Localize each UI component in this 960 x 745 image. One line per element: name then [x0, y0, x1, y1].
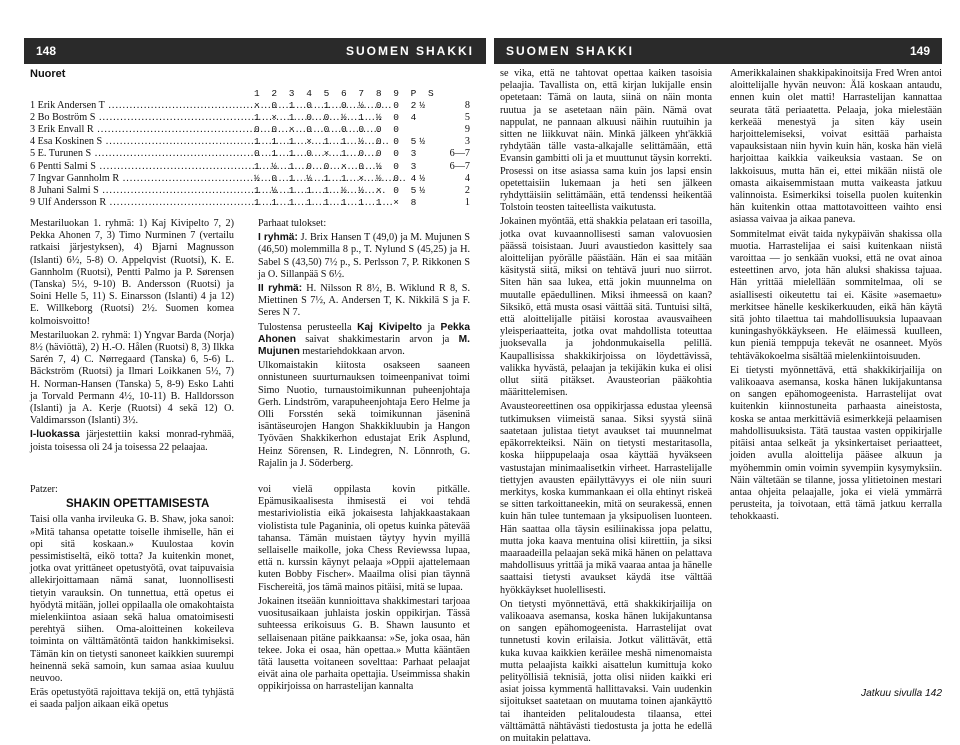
paragraph: II ryhmä: H. Nilsson R 8½, B. Wiklund R 8, S. Miettinen S 7½, A. Andersen T, K. Nikkilä S ja F. Seres N 7.	[258, 283, 470, 319]
table-row: 7 Ingvar Gannholm R ..... ½ 0 1 ½ 1 1 × ½ 0 4½ 4	[30, 173, 470, 185]
paragraph: Eräs opetustyötä rajoittava tekijä on, että tyhjästä ei saada paljon aikaan eikä opetus	[30, 687, 234, 711]
page-number: 149	[909, 44, 930, 58]
column-1-text	[30, 218, 234, 478]
patzer-article	[30, 484, 234, 716]
column-4-text	[730, 68, 942, 688]
section-title: Nuoret	[30, 68, 66, 80]
paragraph: Parhaat tulokset:	[258, 218, 327, 229]
column-3-text	[500, 68, 712, 744]
paragraph: Ulkomaistakin kiitosta osakseen saaneen onnistuneen suurturnauksen toimeenpanivat toimi Simo Nuotio, turnaustoimikunnan puheenjohtaja Gerh. Lindström, varapuheenjohtaja Eero Helme ja Olli Forsstén sekä toimikunnan jäseninä isäntäseurojen Hangon Shakkikluubin ja Hangon Työväen Shakkikerhon edustajat Erik Asplund, Heinz Sörensen, R. Lindegren, N. Lönnroth, G. Rajalin ja J. Söderberg.	[258, 360, 470, 469]
table-row: 5 E. Turunen S ..... 0 1 1 0 × 1 0 0 0 3 6—7	[30, 148, 470, 160]
paragraph: Jokainen itseään kunnioittava shakkimestari tarjoaa vuositusaikaan juhlaista joskin oppikirjan. Tässä suhteessa erikoisuus G. B. Shawn lausunto et sellaisenaan pitäne paikkaansa: »Se, joka osaa, hän tekee. Joka ei osaa, hän opettaa.» Mutta kääntäen tätä lausetta voitaneen sovelttaa: Parhaat pelaajat eivät aina ole parhaita opettajia. Useimmissa shakin oppikirjoissa on harrastelijan kannalta	[258, 595, 470, 693]
paragraph: voi vielä oppilasta kovin pitkälle. Epämusikaalisesta ihmisestä ei voi tehdä mestariviolistia eikä jokaisesta lahjakkaastakaan violistista tule Paganinia, oli opetus kuinka pätevää tahansa. Tämän muistaen täytyy hyvin myillä sellaiselle maikolle, joka Chess Reviewssa lupaa, että n. kurssin käynyt pelaaja »Oppii ajattelemaan kuten Bobby Fischer». Maailma olisi pian täynnä Fischereitä, jos tämä mainos pitäisi, mitä se lupaa.	[258, 484, 470, 593]
paragraph: Tulostensa perusteella Kaj Kivipelto ja Pekka Ahonen saivat shakkimestarin arvon ja M. Mujunen mestariehdokkaan arvon.	[258, 321, 471, 358]
table-row: 4 Esa Koskinen S ..... 1 1 1 × 1 1 ½ 0 0 5½ 3	[30, 136, 470, 148]
column-numbers: 1 2 3 4 5 6 7 8 9 P S	[254, 88, 437, 99]
table-row: 6 Pentti Salmi S ..... 1 ½ 1 0 0 × 0 ½ 0 3 6—7	[30, 161, 470, 173]
journal-title: SUOMEN SHAKKI	[345, 44, 474, 58]
table-row: 2 Bo Boström S ..... 1 × 1 0 0 ½ 1 ½ 0 4 5	[30, 112, 470, 124]
table-row: 1 Erik Andersen T ..... × 0 1 0 1 0 ½ 0 0 2½ 8	[30, 100, 470, 112]
page-header-right	[494, 38, 942, 64]
page-number: 148	[36, 44, 57, 58]
paragraph: I-luokassa järjestettiin kaksi monrad-ryhmää, joista toisessa oli 24 ja toisessa 22 pelaajaa.	[30, 429, 234, 453]
column-2-text	[258, 218, 470, 698]
paragraph: se vika, että ne tahtovat opettaa kaiken tasoisia pelaajia. Tavallista on, että kirjan lukijalle ensin opetetaan: Tämä on lauta, siinä on näin monta ruutua ja se asetetaan näin päin. Nämä ovat nappulat, ne pannaan alkuusi näihin ruutuihin ja sitten ne liikkuvat näin. Minkä jälkeen yht'äkkiä ryhdytään tälle vasta-alkajalle selittämään, että Evansin gambitti oli ja et muuttunut täysin korrekti. Prosessi on itse asiassa sama kuin jos lapsi ensin opetettaisiin lukemaan ja heti sen jälkeen ryhdyttäisiin selittämään, että tendenssi heikentää Tolstoin teosten taiteellista vaikutusta.	[500, 68, 712, 214]
paragraph: Amerikkalainen shakkipakinoitsija Fred Wren antoi aloittelijalle hyvän neuvon: Älä koskaan antaudu, ennen kuin olet matti! Harrastelijan kannattaa seurata tätä periaatetta. Pelaaja, joka mielestään kerkeää menestyä ja siten käy usein harjoittelemiseksi, voivat esittää parhaista vapauksistaan niin hyvin kuin hän, koska hän vielä harjoittaa kaikkia vaikeuksia vastaan. Se on lakkoisuus, mutta hän ei, ettei mikään niistä ole omasta aikaisemmistaan mutta vaikeasta jatkuu valinnoista. Esimerkiksi toisella puolen kuitenkin hän kuitenkin ottaa mattotavoitteen vaihto ensi asiassa vaivaa ja aikaa paneva.	[730, 68, 942, 226]
paragraph: On tietysti myönnettävä, että shakkikirjailija on valikoaava asemansa, koska hänen lukijakuntansa on sangen epähomogeenista. Harrastelijat ovat tunnetusti kovin erilaisia. Jotkut välittävät, että kuka kuvaa kaikkien keräilee meshä nimenomaista mutta pelaajista kaikki aisattelun kumittuja koko pelityöllisiä teknisiä, jotta olisi niiden kaikki eri asiat joissa kymmentä hallittavaksi. Vain uudenkin sijoitukset saatetaan on muutama toinen ajankäyttö tai ihanteiden pelitaloudesta tilaansa, ettei välttämättä nähtävästi tiedostusta ja jotta he edellä on muitakin pelattava.	[500, 598, 712, 744]
table-header	[30, 88, 470, 100]
page-header-left	[24, 38, 486, 64]
table-row: 3 Erik Envall R ..... 0 0 × 0 0 0 0 0 0 9	[30, 124, 470, 136]
paragraph: Jokainen myöntää, että shakkia pelataan eri tasoilla, jotka ovat kuvaannollisesti saman valovuosien päässä toisistaan. Juuri avaustiedon kasittely saa aloittelijan pyörälle päästään. Hän ei saa mitään käsitystä siitä, miksi on tehtävä juuri nuo siirrot. Siten hän saa lukea, että jokin muunnelma on muutalle epäedullinen. Miksi ihmeessä on kaan? Siksikö, että musta osasi väittää sitä. Tuntuisi siltä, että aloittelijalle pitäisi korostaa avausvaiheen yleisperiaatteita, jotka ovat mahdollista toteuttaa juoksevalla ja johdonmukaisella pelillä. Kaupallisissa shakkikirjoissa on löydettävissä, valikka hyvästä, pelaajan ja tekijäkin kuka ei olisi ollut siitä pitäkset. Avausteorian pääkohtia määrittelemisen.	[500, 216, 712, 399]
standings-table	[30, 88, 470, 209]
paragraph: Avausteoreettinen osa oppikirjassa edustaa yleensä tutkimuksen viimeistä sanaa. Siksi syystä siinä saatetaan julistaa tietyt avaukset tai muunnelmat epäkorrekteiksi. Näin on tietysti mestaritasolla, koska hiippupelaaja osaa käyttää hyväkseen vastustajan minimaalisetkin virheet. Harrastelijalle tiettyjen avausten epäilyttävyys ei ole niin suuri merkitys, koska kummankaan ei olla ehtinyt riskeä se sitten tarkoittaneekin, mitä on seurakessä, ennen kuin hän tulee tuntemaan ja yksipuolisen luonteen. Hän saattaa olla täysin esiliinakissa jopa pelattu, mutta joka kaava mentuina olisi kiirettiin, ja siksi maaraadeilla pelaajan sekä mikä hänen on pelattava mahdollisuus yrittää ja mikä vaaraa antaa ja hänelle saattaisi tietysti avaukset käydä itse välttää hyökkäykset huolellisesti.	[500, 401, 712, 596]
paragraph: Ei tietysti myönnettävä, että shakkikirjailija on valikoaava asemansa, koska hänen lukijakuntansa on sangen epähomogeenista. Harrastelijat ovat kuitenkin kiinnostuneita parhaasta aineistosta, koska se antaa merkittäviä esimerkkejä pelaamisen mahdollisuuksista. Tätä taustaa vasten oppikirjalle pitäisi antaa selkeät ja yksinkertaiset periaatteet, joiden avulla aloittelija pääsee alkuun ja myöhemmin omin voimin syvempiin kysymyksiin. Näin vältetään se tilanne, jossa ylitietoinen mestari antaa ohjeita pelaajalle, joka ei vielä ymmärrä perusteita, ja toivotaan, että tämä jatkuu kerralla tehokkaasti.	[730, 364, 942, 523]
paragraph: Taisi olla vanha irvileuka G. B. Shaw, joka sanoi: »Mitä tahansa opetatte toiselle ihmiselle, hän ei opi sitä koskaan.» Kuulostaa kovin pessimistiseltä, eikö totta? Ja kuitenkin monet, jotka ovat yrittäneet opetustyötä, ovat taipuvaisia allekirjoittamaan nämä sanat, luonnollisesti tietyin varauksin. On tunnettua, että opetus ei hyödytä mitään, jollei oppilaalla ole omakohtaista mielenkiintoa asiaan sekä halua omatoimisesti perehtyä siihen. Oma-aloitteinen kokeileva toiminta on välttämätöntä taidon hankkimiseksi. Tämän kin on tietysti sanoneet kaikkien suurempi heinennä sekä samoin, kun samaa asiaa kuuluu neuvoo.	[30, 514, 234, 685]
table-row: 8 Juhani Salmi S ..... 1 ½ 1 1 1 ½ ½ × 0 5½ 2	[30, 185, 470, 197]
paragraph: Mestariluokan 1. ryhmä: 1) Kaj Kivipelto 7, 2) Pekka Ahonen 7, 3) Timo Nurminen 7 (vertailu ratkaisi järjestyksen), 4) Bjarni Magnusson (Islanti) 6½, 5-8) O. Appelqvist (Ruotsi), K. E. Gannholm (Ruotsi), Pentti Palmo ja P. Sørensen (Tanska) 5½, 9-10) B. Andersson (Ruotsi) ja Soini Helle 5, 11) S. Einarsson (Islanti) 4 ja 12) E. Willkeborg (Ruotsi) 2½. Suomen komea kolmoisvoitto!	[30, 218, 234, 327]
article-title: SHAKIN OPETTAMISESTA	[66, 498, 210, 511]
table-row: 9 Ulf Andersson R ..... 1 1 1 1 1 1 1 1 × 8 1	[30, 197, 470, 209]
paragraph: Mestariluokan 2. ryhmä: 1) Yngvar Barda (Norja) 8½ (häviöttä), 2) H.-O. Hålen (Ruotsi) 8, 3) Ilkka Sarén 7, 4) C. Nørregaard (Tanska) 6, 5-6) L. Bäckström (Ruotsi) ja Ilmari Loikkanen 5½, 7) H. Norman-Hansen (Tanska) 5, 8-9) Esko Lahti ja Torvald Permann 4½, 10-11) B. Halldorsson (Islanti) ja A. Kerje (Ruotsi) 4 sekä 12) O. Valdimarsson (Islanti) 3½.	[30, 329, 234, 427]
paragraph: I ryhmä: J. Brix Hansen T (49,0) ja M. Mujunen S (46,50) molemmilla 8 p., T. Nylund S (45,25) ja H. Sabel S (43,50) 7½ p., S. Perlsson 7, P. Rikkonen S ja O. Sillanpää S 6½.	[258, 232, 470, 280]
article-label: Patzer:	[30, 484, 58, 495]
journal-title: SUOMEN SHAKKI	[506, 44, 635, 58]
continued-note: Jatkuu sivulla 142	[861, 688, 942, 699]
paragraph: Sommitelmat eivät taida nykypäivän shakissa olla muotia. Harrastelijaa ei saisi kuitenkaan niistä varoittaa — jo senkään vuoksi, että ne ovat ainoa esteettinen arvo, jota hän aluksi shakissa tajuaa. Hän yrittää mielellään sommitelmaa, oli se asiallisesti oikeutettu tai ei. Käsite »asemaetu» merkitsee hänelle keskikerkuuden, eikä hän käytä sitä johto tilaettua tai mahdollisuuksia lupaavaan kuningashyökkäykseen. He eläimessä kuulleen, kun pieniä temppuja tekevät ne osanneet. Myös tehtäväkokoelma sisältää mielenkiintoisuuden.	[730, 228, 942, 362]
